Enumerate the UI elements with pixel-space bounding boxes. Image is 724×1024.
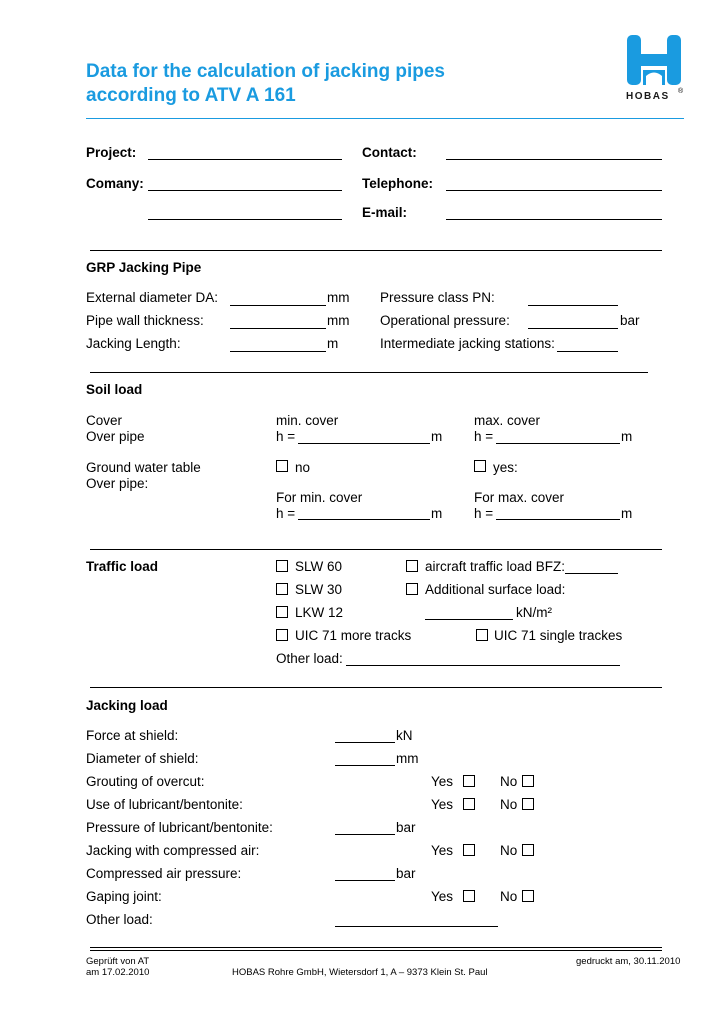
- operational-pressure-unit: bar: [620, 313, 640, 328]
- min-cover-unit: m: [431, 429, 443, 444]
- air-pressure-field[interactable]: [335, 880, 395, 881]
- grouting-label: Grouting of overcut:: [86, 774, 205, 789]
- force-unit: kN: [396, 728, 413, 743]
- gaping-no-label: No: [500, 889, 518, 904]
- lubricant-yes-checkbox[interactable]: [463, 798, 475, 810]
- traffic-heading: Traffic load: [86, 559, 159, 574]
- cover-label: Cover: [86, 413, 123, 428]
- wall-thickness-unit: mm: [327, 313, 350, 328]
- lkw12-checkbox[interactable]: [276, 606, 288, 618]
- section-divider: [90, 372, 648, 373]
- gaping-joint-label: Gaping joint:: [86, 889, 162, 904]
- email-field[interactable]: [446, 219, 662, 220]
- registered-mark: ®: [678, 88, 684, 95]
- operational-pressure-field[interactable]: [528, 328, 618, 329]
- aircraft-label: aircraft traffic load BFZ:: [425, 559, 566, 574]
- section-divider: [90, 687, 662, 688]
- pressure-lubricant-field[interactable]: [335, 834, 395, 835]
- max-cover-h: h =: [474, 429, 494, 444]
- footer-printed: gedruckt am, 30.11.2010: [576, 956, 681, 967]
- aircraft-checkbox[interactable]: [406, 560, 418, 572]
- additional-load-checkbox[interactable]: [406, 583, 418, 595]
- additional-load-field[interactable]: [425, 619, 513, 620]
- max-cover-unit: m: [621, 429, 633, 444]
- ground-water-no-checkbox[interactable]: [276, 460, 288, 472]
- for-max-cover-label: For max. cover: [474, 490, 565, 505]
- wall-thickness-label: Pipe wall thickness:: [86, 313, 204, 328]
- slw60-checkbox[interactable]: [276, 560, 288, 572]
- email-label: E-mail:: [362, 205, 408, 220]
- telephone-field[interactable]: [446, 190, 662, 191]
- ground-water-yes-checkbox[interactable]: [474, 460, 486, 472]
- compressed-air-no-checkbox[interactable]: [522, 844, 534, 856]
- slw30-label: SLW 30: [295, 582, 343, 597]
- aircraft-field[interactable]: [565, 573, 618, 574]
- compressed-air-label: Jacking with compressed air:: [86, 843, 260, 858]
- soil-heading: Soil load: [86, 382, 143, 397]
- pressure-lubricant-label: Pressure of lubricant/bentonite:: [86, 820, 273, 835]
- section-divider: [90, 250, 662, 251]
- traffic-other-label: Other load:: [276, 651, 343, 666]
- force-field[interactable]: [335, 742, 395, 743]
- ground-water-no-label: no: [295, 460, 311, 475]
- air-pressure-label: Compressed air pressure:: [86, 866, 242, 881]
- for-max-cover-field[interactable]: [496, 519, 620, 520]
- uic-single-checkbox[interactable]: [476, 629, 488, 641]
- uic-more-label: UIC 71 more tracks: [295, 628, 412, 643]
- intermediate-stations-label: Intermediate jacking stations:: [380, 336, 555, 351]
- footer-checked-by: Geprüft von AT: [86, 956, 150, 967]
- jacking-other-label: Other load:: [86, 912, 153, 927]
- comany-field[interactable]: [148, 190, 342, 191]
- comany-field-2[interactable]: [148, 219, 342, 220]
- intermediate-stations-field[interactable]: [557, 351, 618, 352]
- slw60-label: SLW 60: [295, 559, 343, 574]
- additional-load-label: Additional surface load:: [425, 582, 566, 597]
- gaping-yes-label: Yes: [431, 889, 454, 904]
- grouting-yes-checkbox[interactable]: [463, 775, 475, 787]
- grouting-yes-label: Yes: [431, 774, 454, 789]
- for-min-cover-unit: m: [431, 506, 443, 521]
- pressure-class-field[interactable]: [528, 305, 618, 306]
- slw30-checkbox[interactable]: [276, 583, 288, 595]
- additional-load-unit: kN/m²: [516, 605, 552, 620]
- contact-field[interactable]: [446, 159, 662, 160]
- diameter-unit: mm: [396, 751, 419, 766]
- for-max-cover-h: h =: [474, 506, 494, 521]
- air-pressure-unit: bar: [396, 866, 416, 881]
- ground-water-yes-label: yes:: [493, 460, 518, 475]
- project-label: Project:: [86, 145, 137, 160]
- compressed-air-no-label: No: [500, 843, 518, 858]
- footer-date: am 17.02.2010: [86, 967, 150, 978]
- compressed-air-yes-label: Yes: [431, 843, 454, 858]
- lubricant-no-checkbox[interactable]: [522, 798, 534, 810]
- header-divider: [86, 118, 684, 119]
- jacking-length-unit: m: [327, 336, 339, 351]
- jacking-heading: Jacking load: [86, 698, 168, 713]
- lubricant-label: Use of lubricant/bentonite:: [86, 797, 243, 812]
- grouting-no-checkbox[interactable]: [522, 775, 534, 787]
- ext-diameter-unit: mm: [327, 290, 350, 305]
- telephone-label: Telephone:: [362, 176, 434, 191]
- diameter-label: Diameter of shield:: [86, 751, 199, 766]
- uic-single-label: UIC 71 single trackes: [494, 628, 623, 643]
- force-label: Force at shield:: [86, 728, 179, 743]
- lubricant-yes-label: Yes: [431, 797, 454, 812]
- wall-thickness-field[interactable]: [230, 328, 326, 329]
- contact-label: Contact:: [362, 145, 417, 160]
- for-min-cover-field[interactable]: [298, 519, 430, 520]
- hobas-logo-icon: [626, 34, 682, 86]
- ext-diameter-label: External diameter DA:: [86, 290, 219, 305]
- min-cover-label: min. cover: [276, 413, 339, 428]
- grouting-no-label: No: [500, 774, 518, 789]
- pressure-class-label: Pressure class PN:: [380, 290, 495, 305]
- lubricant-no-label: No: [500, 797, 518, 812]
- compressed-air-yes-checkbox[interactable]: [463, 844, 475, 856]
- project-field[interactable]: [148, 159, 342, 160]
- for-min-cover-label: For min. cover: [276, 490, 363, 505]
- for-max-cover-unit: m: [621, 506, 633, 521]
- document-title-line-1: Data for the calculation of jacking pipes: [86, 61, 445, 82]
- traffic-other-field[interactable]: [346, 665, 620, 666]
- min-cover-field[interactable]: [298, 443, 430, 444]
- operational-pressure-label: Operational pressure:: [380, 313, 510, 328]
- lkw12-label: LKW 12: [295, 605, 344, 620]
- jacking-length-label: Jacking Length:: [86, 336, 181, 351]
- for-min-cover-h: h =: [276, 506, 296, 521]
- hobas-logo-text: HOBAS: [626, 91, 670, 102]
- diameter-field[interactable]: [335, 765, 395, 766]
- footer-divider: [90, 950, 662, 951]
- grp-heading: GRP Jacking Pipe: [86, 260, 202, 275]
- ground-water-label: Ground water table: [86, 460, 201, 475]
- ground-water-over-pipe: Over pipe:: [86, 476, 149, 491]
- footer-divider: [90, 947, 662, 948]
- section-divider: [90, 549, 662, 550]
- footer-company: HOBAS Rohre GmbH, Wietersdorf 1, A – 9373 Klein St. Paul: [232, 967, 488, 978]
- min-cover-h: h =: [276, 429, 296, 444]
- jacking-other-field[interactable]: [335, 926, 498, 927]
- jacking-length-field[interactable]: [230, 351, 326, 352]
- comany-label: Comany:: [86, 176, 144, 191]
- pressure-lubricant-unit: bar: [396, 820, 416, 835]
- gaping-no-checkbox[interactable]: [522, 890, 534, 902]
- max-cover-field[interactable]: [496, 443, 620, 444]
- gaping-yes-checkbox[interactable]: [463, 890, 475, 902]
- ext-diameter-field[interactable]: [230, 305, 326, 306]
- document-title-line-2: according to ATV A 161: [86, 85, 296, 106]
- hobas-logo: [622, 34, 686, 104]
- max-cover-label: max. cover: [474, 413, 541, 428]
- uic-more-checkbox[interactable]: [276, 629, 288, 641]
- over-pipe-label: Over pipe: [86, 429, 145, 444]
